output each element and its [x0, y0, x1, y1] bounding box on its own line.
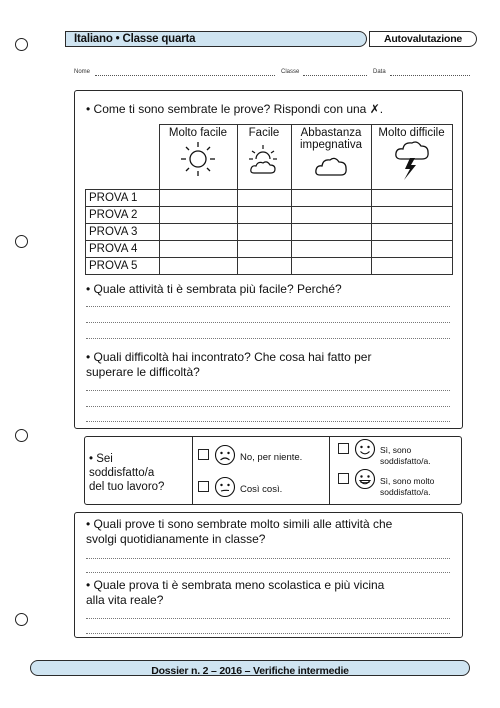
q4-line3: del tuo lavoro? [89, 481, 165, 493]
question-3-line1: • Quali difficoltà hai incontrato? Che cosa hai fatto per [86, 350, 372, 364]
grin-face-icon [354, 468, 376, 490]
answer-cell[interactable] [159, 190, 237, 207]
row-label: PROVA 4 [86, 241, 160, 258]
header-title: Italiano • Classe quarta [74, 33, 196, 45]
answer-cell[interactable] [237, 224, 291, 241]
checkbox-very[interactable] [338, 473, 349, 484]
sun-cloud-icon [246, 139, 282, 179]
col-quite-hard [291, 125, 371, 190]
question-2: • Quale attività ti è sembrata più facile? Perché? [86, 282, 342, 296]
writing-line[interactable] [86, 421, 450, 422]
writing-line[interactable] [86, 338, 450, 339]
answer-cell[interactable] [237, 190, 291, 207]
checkbox-yes[interactable] [338, 443, 349, 454]
answer-cell[interactable] [159, 258, 237, 275]
sad-face-icon [214, 444, 236, 466]
option-yes-line1: Sì, sono [380, 445, 412, 455]
answer-cell[interactable] [371, 241, 452, 258]
sun-icon [178, 139, 218, 179]
question-6-line2: alla vita reale? [86, 593, 164, 607]
divider [192, 437, 193, 504]
footer-bar [30, 660, 470, 676]
row-label: PROVA 1 [86, 190, 160, 207]
neutral-face-icon [214, 476, 236, 498]
writing-line[interactable] [86, 322, 450, 323]
answer-cell[interactable] [159, 207, 237, 224]
question-1: • Come ti sono sembrate le prove? Rispondi con una ✗. [86, 102, 384, 116]
col-very-easy [159, 125, 237, 190]
q4-line1: • Sei [89, 453, 113, 465]
col-label: Abbastanza impegnativa [299, 127, 362, 151]
date-field[interactable] [390, 75, 470, 76]
binder-hole [15, 235, 28, 248]
row-label: PROVA 2 [86, 207, 160, 224]
writing-line[interactable] [86, 406, 450, 407]
binder-hole [15, 613, 28, 626]
footer-text: Dossier n. 2 – 2016 – Verifiche intermedie [151, 665, 349, 677]
question-3-line2: superare le difficoltà? [86, 365, 200, 379]
storm-icon [392, 139, 432, 181]
date-label: Data [373, 69, 386, 75]
name-label: Nome [74, 69, 91, 75]
cloud-icon [313, 151, 349, 179]
checkbox-no[interactable] [198, 449, 209, 460]
answer-cell[interactable] [237, 258, 291, 275]
col-label: Facile [248, 127, 280, 139]
option-very-line1: Sì, sono molto [380, 476, 435, 486]
answer-cell[interactable] [291, 241, 371, 258]
table-corner [86, 125, 160, 190]
col-label: Molto difficile [378, 127, 445, 139]
option-very-line2: soddisfatto/a. [380, 487, 431, 497]
writing-line[interactable] [86, 390, 450, 391]
row-label: PROVA 5 [86, 258, 160, 275]
question-5-line2: svolgi quotidianamente in classe? [86, 532, 266, 546]
answer-cell[interactable] [237, 207, 291, 224]
answer-cell[interactable] [371, 207, 452, 224]
option-yes-line2: soddisfatto/a. [380, 456, 431, 466]
section-label [369, 31, 477, 47]
option-so-so-label: Così così. [240, 484, 283, 495]
answer-cell[interactable] [159, 224, 237, 241]
class-label: Classe [281, 69, 300, 75]
question-6-line1: • Quale prova ti è sembrata meno scolastica e più vicina [86, 578, 385, 592]
writing-line[interactable] [86, 558, 450, 559]
answer-cell[interactable] [291, 258, 371, 275]
question-5-line1: • Quali prove ti sono sembrate molto simili alle attività che [86, 517, 393, 531]
writing-line[interactable] [86, 633, 450, 634]
option-no-label: No, per niente. [240, 452, 303, 463]
smile-face-icon [354, 438, 376, 460]
binder-hole [15, 429, 28, 442]
q4-line2: soddisfatto/a [89, 467, 155, 479]
answer-cell[interactable] [371, 190, 452, 207]
binder-hole [15, 38, 28, 51]
class-field[interactable] [303, 75, 367, 76]
row-label: PROVA 3 [86, 224, 160, 241]
answer-cell[interactable] [371, 258, 452, 275]
answer-cell[interactable] [159, 241, 237, 258]
answer-cell[interactable] [237, 241, 291, 258]
writing-line[interactable] [86, 572, 450, 573]
writing-line[interactable] [86, 618, 450, 619]
answer-cell[interactable] [291, 207, 371, 224]
difficulty-table [85, 124, 453, 275]
col-very-hard [371, 125, 452, 190]
divider [329, 437, 330, 504]
col-label: Molto facile [168, 127, 228, 139]
col-easy [237, 125, 291, 190]
writing-line[interactable] [86, 306, 450, 307]
answer-cell[interactable] [291, 190, 371, 207]
section-label-text: Autovalutazione [383, 33, 463, 45]
answer-cell[interactable] [291, 224, 371, 241]
name-field[interactable] [95, 75, 275, 76]
checkbox-so-so[interactable] [198, 481, 209, 492]
answer-cell[interactable] [371, 224, 452, 241]
